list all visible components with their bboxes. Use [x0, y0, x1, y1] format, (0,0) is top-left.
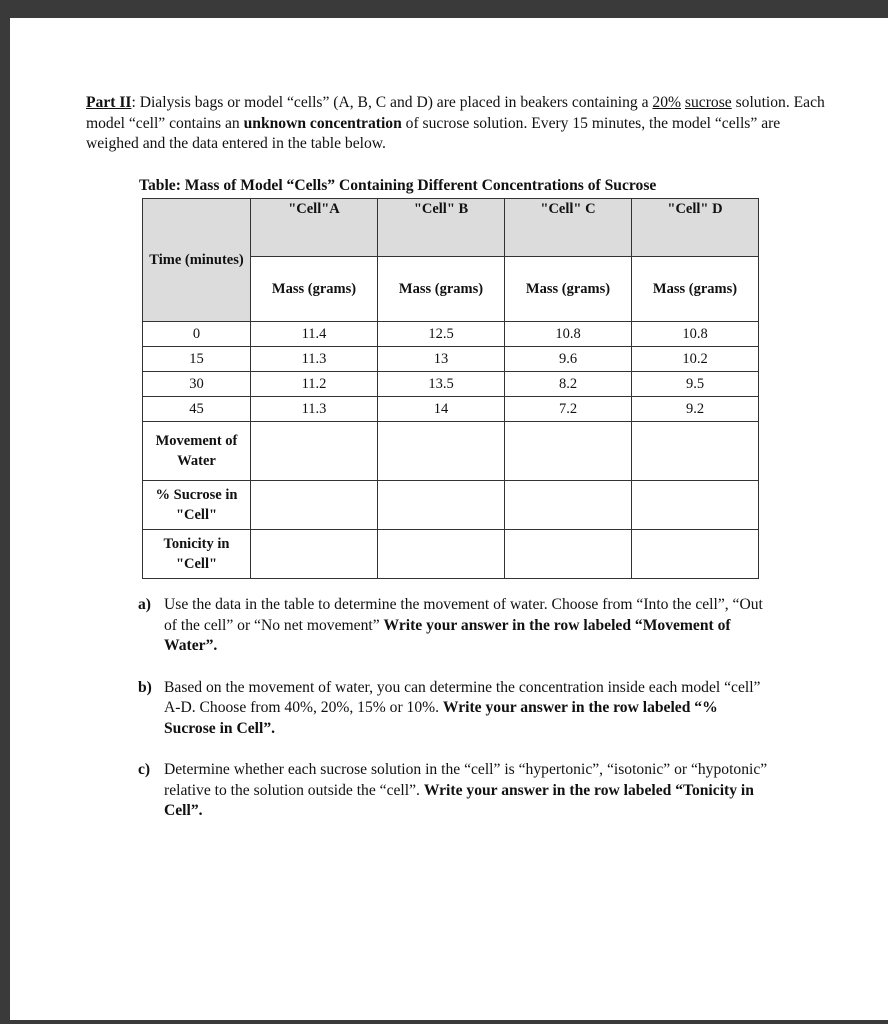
- time-cell: 15: [143, 347, 251, 372]
- time-cell: 0: [143, 322, 251, 347]
- intro-text-1: : Dialysis bags or model “cells” (A, B, C and D) are placed in beakers containing a: [131, 94, 653, 111]
- time-cell: 45: [143, 397, 251, 422]
- question-instruction: Write your answer in the row labeled “Tonicity in Cell”.: [164, 781, 754, 819]
- question-label: b): [138, 678, 152, 696]
- movement-row: [143, 422, 759, 481]
- mass-cell: 11.3: [251, 347, 378, 372]
- mass-cell: 13.5: [378, 372, 505, 397]
- intro-paragraph: [86, 93, 826, 155]
- question-text: [164, 760, 768, 822]
- mass-header-d: Mass (grams): [632, 257, 759, 322]
- mass-cell: 13: [378, 347, 505, 372]
- answer-cell[interactable]: [632, 422, 759, 481]
- mass-cell: 10.8: [505, 322, 632, 347]
- mass-cell: 12.5: [378, 322, 505, 347]
- mass-cell: 9.5: [632, 372, 759, 397]
- unknown-concentration: unknown concentration: [243, 114, 402, 132]
- header-row-cells: [143, 199, 759, 257]
- question-instruction: Write your answer in the row labeled “% Sucrose in Cell”.: [164, 699, 718, 737]
- question-text: [164, 595, 768, 657]
- cell-c-header: "Cell" C: [505, 199, 632, 257]
- mass-cell: 9.2: [632, 397, 759, 422]
- question-b: [138, 678, 768, 740]
- answer-cell[interactable]: [505, 481, 632, 530]
- answer-cell[interactable]: [251, 530, 378, 579]
- tonicity-row: [143, 530, 759, 579]
- movement-label: Movement of Water: [143, 422, 251, 481]
- answer-cell[interactable]: [505, 422, 632, 481]
- sucrose-label: % Sucrose in "Cell": [143, 481, 251, 530]
- mass-header-b: Mass (grams): [378, 257, 505, 322]
- answer-cell[interactable]: [378, 422, 505, 481]
- question-label: a): [138, 596, 151, 613]
- answer-cell[interactable]: [632, 481, 759, 530]
- table-row: [143, 397, 759, 422]
- mass-cell: 14: [378, 397, 505, 422]
- intro-text-3: of sucrose solution. Every 15 minutes, the model “cells” are weighed and the data entered in the table below.: [86, 114, 781, 152]
- table-row: [143, 372, 759, 397]
- question-label: c): [138, 761, 151, 778]
- mass-header-a: Mass (grams): [251, 257, 378, 322]
- question-list: [138, 595, 768, 843]
- question-text: [164, 678, 768, 740]
- mass-table: [142, 198, 759, 579]
- question-a: [138, 595, 768, 657]
- mass-cell: 10.2: [632, 347, 759, 372]
- cell-b-header: "Cell" B: [378, 199, 505, 257]
- mass-cell: 9.6: [505, 347, 632, 372]
- time-cell: 30: [143, 372, 251, 397]
- mass-cell: 8.2: [505, 372, 632, 397]
- sucrose-row: [143, 481, 759, 530]
- mass-cell: 7.2: [505, 397, 632, 422]
- answer-cell[interactable]: [632, 530, 759, 579]
- tonicity-label: Tonicity in "Cell": [143, 530, 251, 579]
- question-c: [138, 760, 768, 822]
- question-instruction: Write your answer in the row labeled “Movement of Water”.: [164, 616, 731, 654]
- answer-cell[interactable]: [378, 530, 505, 579]
- cell-d-header: "Cell" D: [632, 199, 759, 257]
- part-label: Part II: [86, 94, 132, 111]
- question-body: Determine whether each sucrose solution in the “cell” is “hypertonic”, “isotonic” or “hypotonic” relative to the solution outside the “cell”.: [164, 761, 768, 799]
- mass-header-c: Mass (grams): [505, 257, 632, 322]
- mass-cell: 11.2: [251, 372, 378, 397]
- table-caption: Table: Mass of Model “Cells” Containing Different Concentrations of Sucrose: [139, 177, 657, 194]
- table-row: [143, 322, 759, 347]
- sucrose-word: sucrose: [684, 94, 732, 111]
- mass-cell: 11.3: [251, 397, 378, 422]
- mass-cell: 10.8: [632, 322, 759, 347]
- answer-cell[interactable]: [251, 422, 378, 481]
- answer-cell[interactable]: [505, 530, 632, 579]
- intro-text-2: solution. Each model “cell” contains an: [86, 94, 825, 132]
- table-row: [143, 347, 759, 372]
- answer-cell[interactable]: [378, 481, 505, 530]
- document-page: [10, 18, 888, 1020]
- question-body: Use the data in the table to determine the movement of water. Choose from “Into the cell”, “Out of the cell” or “No net movement”: [164, 596, 763, 634]
- time-header: Time (minutes): [143, 199, 251, 322]
- mass-cell: 11.4: [251, 322, 378, 347]
- percent-20: 20%: [652, 94, 682, 111]
- question-body: Based on the movement of water, you can determine the concentration inside each model “cell” A-D. Choose from 40%, 20%, 15% or 10%.: [164, 678, 761, 716]
- answer-cell[interactable]: [251, 481, 378, 530]
- cell-a-header: "Cell"A: [251, 199, 378, 257]
